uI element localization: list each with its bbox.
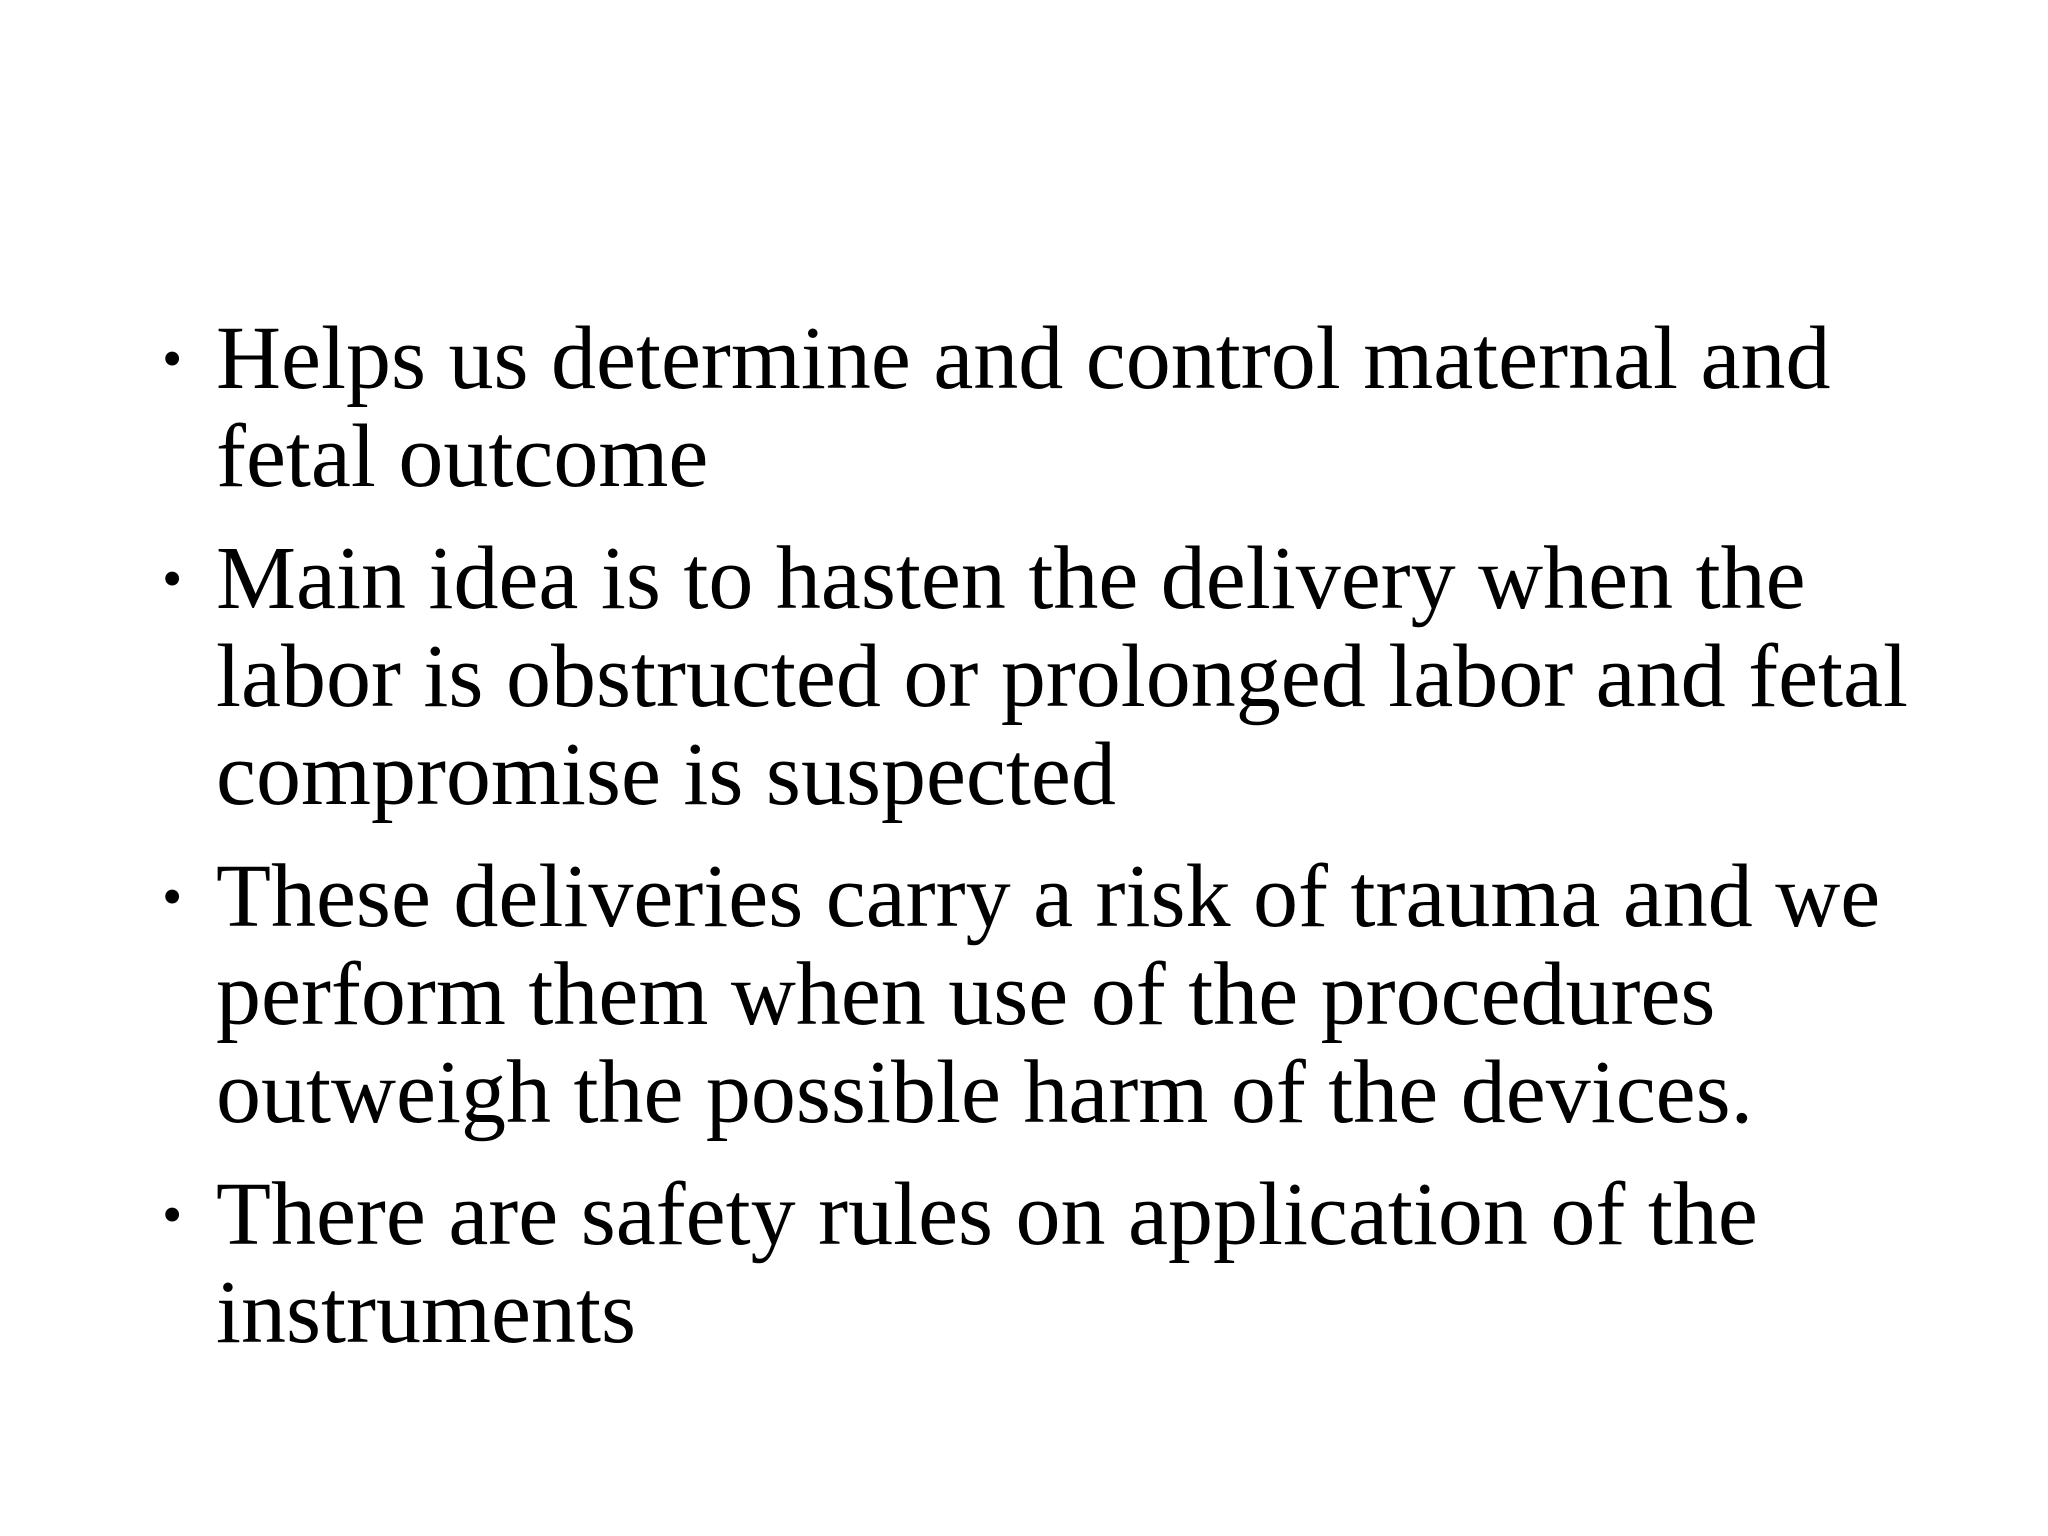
bullet-text: There are safety rules on application of the instruments bbox=[216, 1165, 1758, 1362]
bullet-list bbox=[160, 310, 1920, 1362]
bullet-icon: • bbox=[162, 1182, 183, 1247]
bullet-item bbox=[160, 1166, 1920, 1362]
bullet-icon: • bbox=[162, 546, 183, 611]
bullet-item bbox=[160, 530, 1920, 824]
bullet-text: Helps us determine and control maternal and fetal outcome bbox=[216, 309, 1831, 506]
bullet-item bbox=[160, 848, 1920, 1142]
bullet-item bbox=[160, 310, 1920, 506]
bullet-icon: • bbox=[162, 864, 183, 929]
bullet-icon: • bbox=[162, 326, 183, 391]
bullet-text: These deliveries carry a risk of trauma and we perform them when use of the procedures outweigh the possible harm of the devices. bbox=[216, 847, 1881, 1142]
bullet-text: Main idea is to hasten the delivery when the labor is obstructed or prolonged labor and fetal compromise is suspected bbox=[216, 529, 1908, 824]
